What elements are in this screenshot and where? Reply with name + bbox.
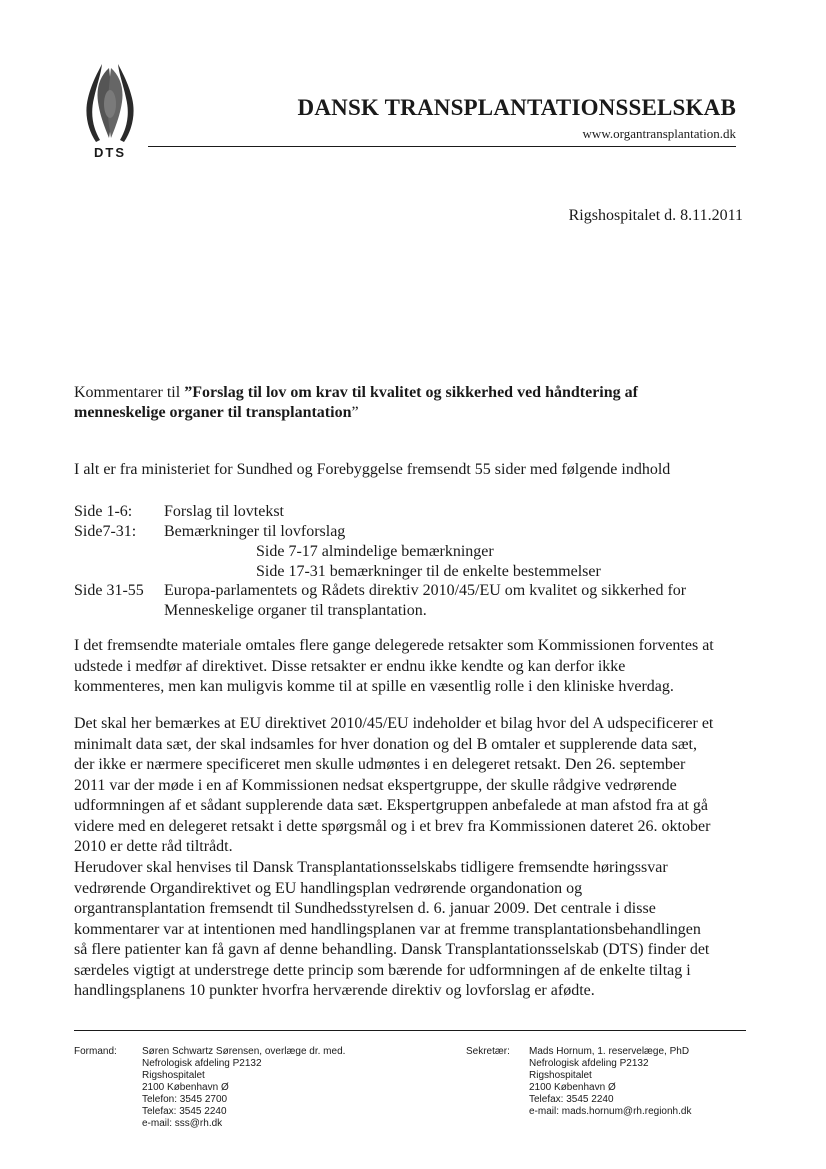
paragraph-line: videre med en delegeret retsakt i dette spørgsmål og i et brev fra Kommissionen dateret 26. oktober [74, 817, 711, 835]
place-and-date: Rigshospitalet d. 8.11.2011 [568, 207, 743, 224]
paragraph-line: 2011 var der møde i en af Kommissionen nedsat ekspertgruppe, der skulle rådgive vedrørende [74, 776, 677, 794]
paragraph-line: der ikke er nærmere specificeret men skulle udmøntes i en delegeret retsakt. Den 26. september [74, 756, 686, 773]
footer-divider [74, 1030, 746, 1031]
footer-chair-line: Nefrologisk afdeling P2132 [142, 1058, 262, 1069]
contents-desc-3: Side 7-17 almindelige bemærkninger [256, 543, 494, 560]
footer-secretary-line: Mads Hornum, 1. reservelæge, PhD [529, 1046, 690, 1057]
paragraph-line: organtransplantation fremsendt til Sundhedsstyrelsen d. 6. januar 2009. Det centrale i disse [74, 900, 656, 917]
subject-suffix: ” [351, 404, 359, 421]
contents-desc-2: Bemærkninger til lovforslag [164, 523, 346, 540]
contents-pages-1: Side 1-6: [74, 503, 133, 520]
contents-pages-2: Side7-31: [74, 523, 137, 540]
footer-chair-line: Rigshospitalet [142, 1070, 205, 1081]
footer-chair-email[interactable]: e-mail: sss@rh.dk [142, 1118, 223, 1129]
footer-secretary-line: 2100 København Ø [529, 1082, 616, 1093]
footer-chair-line: Telefax: 3545 2240 [142, 1106, 227, 1117]
paragraph-line: kommentarer var at intentionen med handlingsplanen var at fremme transplantationsbehandlingen [74, 920, 701, 938]
subject-title-line2: menneskelige organer til transplantation [74, 404, 352, 421]
subject-prefix: Kommentarer til [74, 384, 185, 401]
footer-chair-role: Formand: [74, 1046, 117, 1057]
footer-chair-line: 2100 København Ø [142, 1082, 229, 1093]
footer-secretary-role: Sekretær: [466, 1046, 510, 1057]
website-link[interactable]: www.organtransplantation.dk [582, 126, 736, 141]
paragraph-line: handlingsplanens 10 punkter hvorfra herværende direktiv og lovforslag er afødte. [74, 982, 595, 999]
paragraph-line: udformningen af et sådant supplerende data sæt. Ekspertgruppen anbefalede at man afstod fra at gå [74, 797, 708, 814]
paragraph-line: I det fremsendte materiale omtales flere gange delegerede retsakter som Kommissionen forventes at [74, 637, 714, 654]
paragraph-line: særdeles vigtigt at understrege dette princip som bærende for udformningen af de enkelte tiltag i [74, 961, 691, 979]
logo-text: DTS [94, 145, 126, 160]
subject-title-line1: ”Forslag til lov om krav til kvalitet og sikkerhed ved håndtering af [184, 384, 638, 401]
paragraph-delegated-acts [74, 636, 754, 698]
paragraph-line: Det skal her bemærkes at EU direktivet 2010/45/EU indeholder et bilag hvor del A udspecificerer et [74, 715, 714, 732]
footer-chair-line: Søren Schwartz Sørensen, overlæge dr. med. [142, 1046, 346, 1057]
paragraph-previous-responses [74, 858, 754, 1002]
paragraph-line: Herudover skal henvises til Dansk Transplantationsselskabs tidligere fremsendte høringssvar [74, 859, 668, 876]
contents-pages-5: Side 31-55 [74, 582, 144, 599]
dts-logo [80, 58, 140, 162]
footer-secretary-contact [529, 1046, 691, 1118]
paragraph-line: så flere patienter kan få gavn af denne behandling. Dansk Transplantationsselskab (DTS) finder det [74, 941, 710, 958]
paragraph-line: minimalt data sæt, der skal indsamles for hver donation og del B omtaler et supplerende data sæt, [74, 735, 697, 753]
contents-desc-1: Forslag til lovtekst [164, 503, 284, 520]
paragraph-line: vedrørende Organdirektivet og EU handlingsplan vedrørende organdonation og [74, 879, 583, 897]
footer-chair-line: Telefon: 3545 2700 [142, 1094, 228, 1105]
organization-name: DANSK TRANSPLANTATIONSSELSKAB [297, 95, 736, 120]
paragraph-line: 2010 er dette råd tiltrådt. [74, 838, 233, 855]
paragraph-line: udstede i medfør af direktivet. Disse retsakter er endnu ikke kendte og kan derfor ikke [74, 657, 626, 675]
footer-secretary-email[interactable]: e-mail: mads.hornum@rh.regionh.dk [529, 1106, 692, 1117]
footer-secretary-line: Telefax: 3545 2240 [529, 1094, 614, 1105]
footer-secretary-line: Rigshospitalet [529, 1070, 592, 1081]
intro-text: I alt er fra ministeriet for Sundhed og Forebyggelse fremsendt 55 sider med følgende indhold [74, 461, 671, 478]
subject [74, 383, 724, 423]
contents-desc-5: Europa-parlamentets og Rådets direktiv 2010/45/EU om kvalitet og sikkerhed for [164, 582, 687, 599]
contents-desc-4: Side 17-31 bemærkninger til de enkelte bestemmelser [256, 563, 601, 580]
footer-chair-contact [142, 1046, 345, 1130]
header-divider [148, 146, 736, 147]
contents-desc-6: Menneskelige organer til transplantation. [164, 602, 427, 619]
footer-secretary-line: Nefrologisk afdeling P2132 [529, 1058, 649, 1069]
paragraph-data-set [74, 714, 754, 858]
paragraph-line: kommenteres, men kan muligvis komme til at spille en væsentlig rolle i den kliniske hverdag. [74, 678, 674, 695]
